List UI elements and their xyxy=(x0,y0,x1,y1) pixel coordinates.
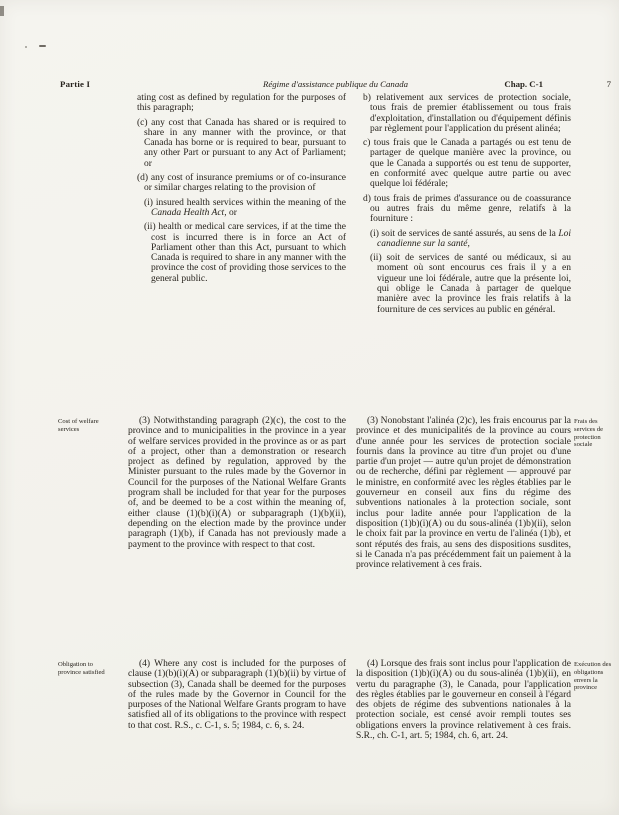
fr-subparagraph-i-text: (i) soit de services de santé assurés, au sens de la xyxy=(370,228,559,239)
scan-artifact xyxy=(25,46,27,48)
en-act-title-italic: Canada Health Act xyxy=(151,207,225,218)
fr-subparagraph-i xyxy=(356,229,571,250)
margin-note-frais-des-services: Frais des services de protection sociale xyxy=(574,418,604,449)
en-subparagraph-ii: (ii) health or medical care services, if at the time the cost is incurred there is in force an Act of Parliament other than this Act, pursuant to which Canada is required to share in any manner with the province the cost of providing those services to the general public. xyxy=(144,222,346,284)
en-paragraph-d: (d) any cost of insurance premiums or of co-insurance or similar charges relating to the provision of xyxy=(137,173,346,194)
english-column-top xyxy=(130,93,346,288)
fr-subparagraph-i-tail: , xyxy=(467,238,470,249)
english-subsection-3-block xyxy=(128,416,346,554)
english-subsection-4-block xyxy=(128,659,346,735)
header-chapter-label: Chap. C-1 xyxy=(504,79,543,89)
fr-subsection-3: (3) Nonobstant l'alinéa (2)c), les frais encourus par la province et des municipalités de la province au cours d'une année pour les services de protection sociale fournis dans la province au titre d'un projet ou d'une partie d'un projet — autre qu'un projet de démonstration ou de recherche, défini par règlement — approuvé par le ministre, en conformité avec les règles établies par le gouverneur en conseil aux fins du régime des subventions nationales à la protection sociale, sont inclus pour ladite année pour l'application de la disposition (1)b)(i)(A) ou du sous-alinéa (1)b)(ii), selon le choix fait par la province en vertu de l'alinéa (1)b), et sont réputés des frais, au sens des dispositions susdites, si le Canada n'a pas précédemment fait un paiement à la province relativement à ces frais. xyxy=(356,416,571,571)
margin-note-execution-des-obligations: Exécution des obligations envers la province xyxy=(574,661,612,692)
en-subsection-4: (4) Where any cost is included for the purposes of clause (1)(b)(i)(A) or subparagraph (1)(b)(ii) by virtue of subsection (3), Canada shall be deemed for the purposes of the rules made by the Governor in Council for the purposes of the National Welfare Grants program to have satisfied all of its obligations to the province with respect to that cost. R.S., c. C-1, s. 5; 1984, c. 6, s. 24. xyxy=(128,659,346,731)
header-page-number: 7 xyxy=(606,79,611,89)
margin-note-cost-of-welfare-services: Cost of welfare services xyxy=(58,418,99,433)
header-document-title: Régime d'assistance publique du Canada xyxy=(262,79,409,89)
fr-loi-title-italic: Loi canadienne sur la santé xyxy=(377,228,571,249)
fr-subparagraph-ii: (ii) soit de services de santé ou médicaux, si au moment où sont encourus ces frais il y a en vigueur une loi fédérale, autre que la présente loi, qui oblige le Canada à partager de quelque manière avec la province les frais relatifs à la fourniture de ces services au public en général. xyxy=(370,253,571,315)
french-column-top xyxy=(356,93,571,319)
running-header xyxy=(58,79,613,91)
header-part-label: Partie I xyxy=(60,79,91,89)
fr-paragraph-c: c) tous frais que le Canada a partagés ou est tenu de partager de quelque manière avec la province, ou que le Canada a supportés ou est tenu de supporter, en conformité avec quelque autre partie ou avec quelque loi fédérale; xyxy=(363,138,571,190)
en-subparagraph-i-tail: , or xyxy=(224,207,237,218)
en-paragraph-c: (c) any cost that Canada has shared or is required to share in any manner with the province, or that Canada has borne or is required to bear, pursuant to any other Part or pursuant to any Act of Parliament; or xyxy=(137,117,346,169)
en-subparagraph-i xyxy=(130,198,346,219)
en-subsection-3: (3) Notwithstanding paragraph (2)(c), the cost to the province and to municipalities in the province in a year of welfare services provided in the province as or as part of a project, other than a demonstration or research project as defined by regulation, approved by the Minister pursuant to the rules made by the Governor in Council for the purposes of the National Welfare Grants program shall be included for that year for the purposes of, and be deemed to be a cost within the meaning of, either clause (1)(b)(i)(A) or subparagraph (1)(b)(ii), depending on the election made by the province under paragraph (1)(b), if Canada has not previously made a payment to the province with respect to that cost. xyxy=(128,416,346,550)
en-paragraph-b-continuation: ating cost as defined by regulation for the purposes of this paragraph; xyxy=(137,93,346,114)
fr-paragraph-b: b) relativement aux services de protection sociale, tous frais de premier établissement ou tous frais d'exploitation, d'installation ou d'équipement définis par règlement pour l'application du présent alinéa; xyxy=(363,93,571,134)
scan-artifact xyxy=(39,45,46,47)
fr-paragraph-d: d) tous frais de primes d'assurance ou de coassurance ou autres frais du même genre, relatifs à la fourniture : xyxy=(363,193,571,225)
fr-subsection-4: (4) Lorsque des frais sont inclus pour l'application de la disposition (1)b)(i)(A) ou du sous-alinéa (1)b)(ii), en vertu du paragraphe (3), le Canada, pour l'application des règles établies par le gouverneur en conseil à l'égard des objets de régime des subventions nationales à la protection sociale, est censé avoir rempli toutes ses obligations envers la province relativement à ces frais. S.R., ch. C-1, art. 5; 1984, ch. 6, art. 24. xyxy=(356,659,571,742)
french-subsection-4-block xyxy=(356,659,571,745)
french-subsection-3-block xyxy=(356,416,571,574)
en-subparagraph-i-text: (i) insured health services within the meaning of the xyxy=(144,197,346,208)
scan-artifact xyxy=(0,6,4,16)
margin-note-obligation-to-province: Obligation to province satisfied xyxy=(58,661,105,676)
